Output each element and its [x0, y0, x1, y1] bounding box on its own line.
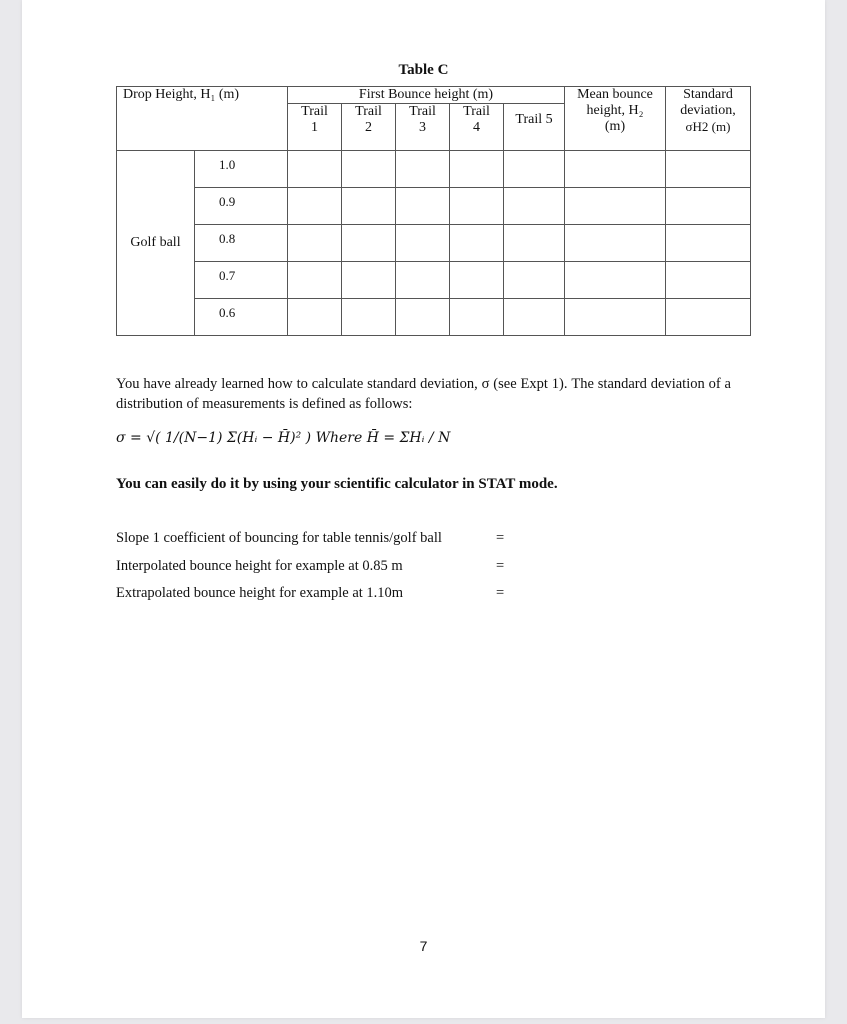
data-cell: [565, 151, 666, 188]
trail-2-header: Trail 2: [342, 104, 396, 151]
data-cell: [504, 151, 565, 188]
trail-1-header: Trail 1: [288, 104, 342, 151]
page-number: 7: [419, 938, 428, 954]
question-interpolated: Interpolated bounce height for example at 0.85 m: [116, 558, 403, 574]
data-cell: [396, 188, 450, 225]
data-cell: [288, 225, 342, 262]
question-slope-equals: =: [496, 530, 505, 546]
height-cell: 0.9: [195, 188, 288, 225]
data-cell: [342, 151, 396, 188]
data-cell: [342, 262, 396, 299]
trail-3-header: Trail 3: [396, 104, 450, 151]
data-cell: [666, 188, 751, 225]
data-cell: [288, 299, 342, 336]
data-table: [116, 86, 751, 336]
data-cell: [396, 262, 450, 299]
trail-5-header: Trail 5: [504, 104, 565, 151]
trail-4-header: Trail 4: [450, 104, 504, 151]
std-dev-formula: σ = √( 1/(N−1) Σ(Hᵢ − H̄)² ) Where H̄ = ΣHᵢ / N: [116, 430, 451, 446]
data-cell: [504, 188, 565, 225]
data-cell: [565, 225, 666, 262]
data-cell: [565, 262, 666, 299]
ball-label: Golf ball: [117, 151, 195, 336]
data-cell: [666, 299, 751, 336]
height-cell: 0.8: [195, 225, 288, 262]
data-cell: [342, 188, 396, 225]
drop-height-header: Drop Height, H₁ (m): [117, 87, 288, 151]
data-cell: [504, 225, 565, 262]
data-cell: [450, 151, 504, 188]
std-dev-paragraph: You have already learned how to calculate standard deviation, σ (see Expt 1). The standard deviation of a distribution of measurements is defined as follows:: [116, 376, 731, 412]
data-cell: [342, 299, 396, 336]
question-extrapolated: Extrapolated bounce height for example at 1.10m: [116, 585, 404, 601]
data-cell: [666, 262, 751, 299]
first-bounce-header: First Bounce height (m): [288, 87, 565, 104]
data-cell: [396, 225, 450, 262]
table-title: Table C: [398, 62, 449, 78]
height-cell: 1.0: [195, 151, 288, 188]
mean-bounce-header: Mean bounce height, H₂ (m): [565, 87, 666, 151]
data-cell: [504, 262, 565, 299]
data-cell: [288, 151, 342, 188]
calculator-note: You can easily do it by using your scientific calculator in STAT mode.: [116, 476, 558, 492]
question-extrapolated-equals: =: [496, 585, 505, 601]
data-cell: [396, 299, 450, 336]
data-cell: [288, 262, 342, 299]
data-cell: [450, 299, 504, 336]
data-cell: [565, 188, 666, 225]
height-cell: 0.6: [195, 299, 288, 336]
data-cell: [565, 299, 666, 336]
data-cell: [666, 225, 751, 262]
data-cell: [396, 151, 450, 188]
data-cell: [450, 262, 504, 299]
height-cell: 0.7: [195, 262, 288, 299]
data-cell: [666, 151, 751, 188]
data-cell: [342, 225, 396, 262]
question-slope: Slope 1 coefficient of bouncing for table tennis/golf ball: [116, 530, 442, 546]
data-cell: [450, 225, 504, 262]
data-cell: [450, 188, 504, 225]
question-interpolated-equals: =: [496, 558, 505, 574]
data-cell: [504, 299, 565, 336]
data-cell: [288, 188, 342, 225]
std-deviation-header: Standard deviation, σH2 (m): [666, 87, 751, 151]
